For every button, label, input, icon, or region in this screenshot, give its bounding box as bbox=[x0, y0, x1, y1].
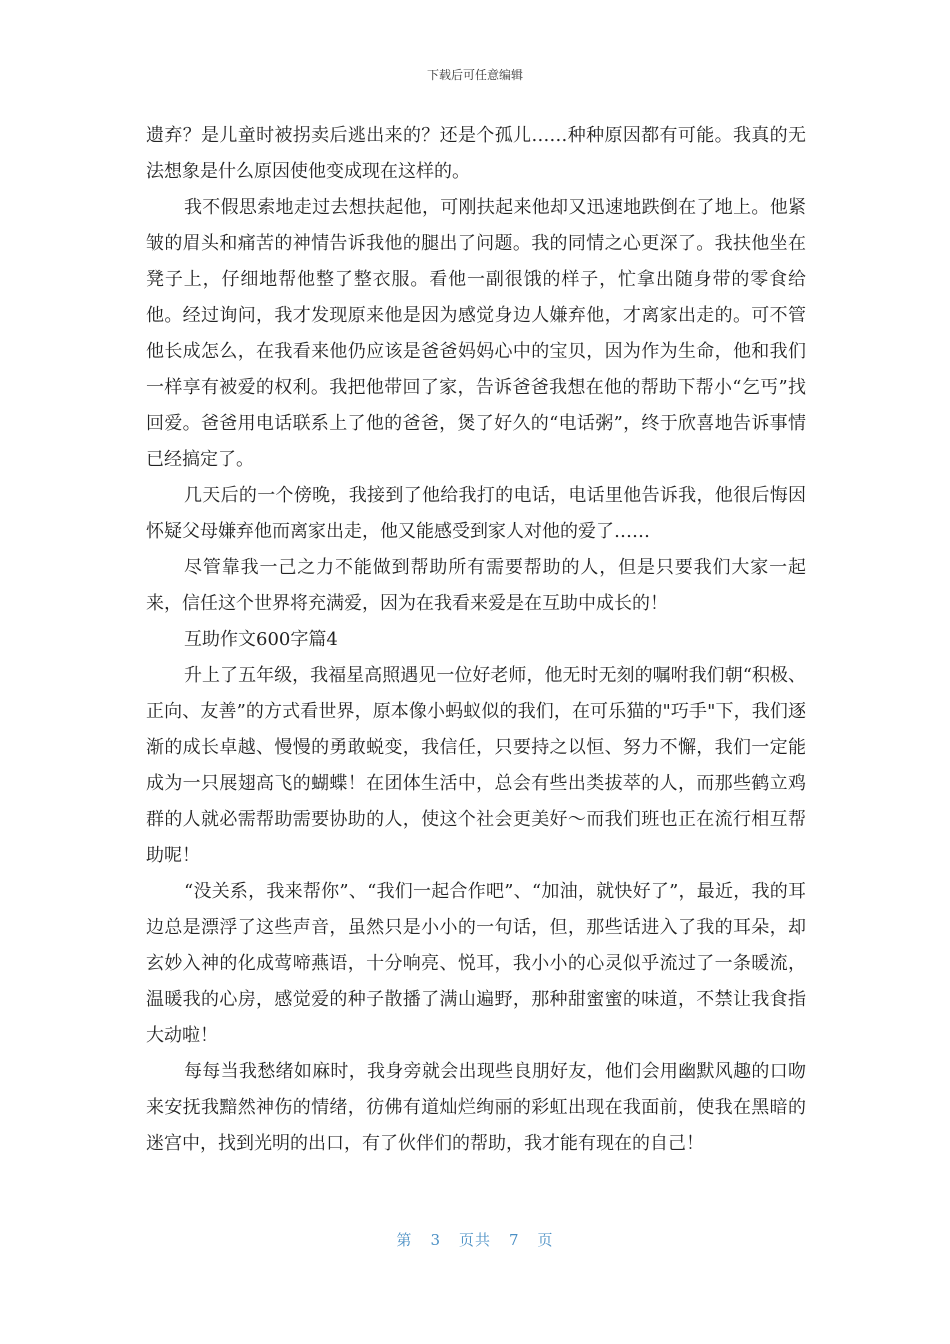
paragraph: 升上了五年级，我福星高照遇见一位好老师，他无时无刻的嘱咐我们朝“积极、正向、友善”的方式看世界，原本像小蚂蚁似的我们，在可乐猫的"巧手"下，我们逐渐的成长卓越、慢慢的勇敢蜕变，我信任，只要持之以恒、努力不懈，我们一定能成为一只展翅高飞的蝴蝶！在团体生活中，总会有些出类拔萃的人，而那些鹤立鸡群的人就必需帮助需要协助的人，使这个社会更美好～而我们班也正在流行相互帮助呢！ bbox=[146, 665, 806, 866]
paragraph: 每每当我愁绪如麻时，我身旁就会出现些良朋好友，他们会用幽默风趣的口吻来安抚我黯然神伤的情绪，彷佛有道灿烂绚丽的彩虹出现在我面前，使我在黑暗的迷宫中，找到光明的出口，有了伙伴们的帮助，我才能有现在的自己！ bbox=[146, 1061, 806, 1154]
page-number-footer bbox=[0, 1229, 950, 1250]
page-header-note: 下载后可任意编辑 bbox=[426, 68, 523, 82]
section-heading: 互助作文600字篇4 bbox=[184, 629, 338, 650]
paragraph: 尽管靠我一己之力不能做到帮助所有需要帮助的人，但是只要我们大家一起来，信任这个世界将充满爱，因为在我看来爱是在互助中成长的！ bbox=[146, 557, 806, 614]
paragraph-continued: 遗弃？是儿童时被拐卖后逃出来的？还是个孤儿……种种原因都有可能。我真的无法想象是什么原因使他变成现在这样的。 bbox=[146, 125, 806, 182]
current-page-number: 3 bbox=[430, 1231, 441, 1249]
paragraph: 我不假思索地走过去想扶起他，可刚扶起来他却又迅速地跌倒在了地上。他紧皱的眉头和痛苦的神情告诉我他的腿出了问题。我的同情之心更深了。我扶他坐在凳子上，仔细地帮他整了整衣服。看他一副很饿的样子，忙拿出随身带的零食给他。经过询问，我才发现原来他是因为感觉身边人嫌弃他，才离家出走的。可不管他长成怎么，在我看来他仍应该是爸爸妈妈心中的宝贝，因为作为生命，他和我们一样享有被爱的权利。我把他带回了家，告诉爸爸我想在他的帮助下帮小“乞丐”找回爱。爸爸用电话联系上了他的爸爸，煲了好久的“电话粥”，终于欣喜地告诉事情已经搞定了。 bbox=[146, 197, 806, 470]
footer-word: 页 bbox=[537, 1231, 554, 1249]
paragraph: 几天后的一个傍晚，我接到了他给我打的电话，电话里他告诉我，他很后悔因怀疑父母嫌弃他而离家出走，他又能感受到家人对他的爱了…… bbox=[146, 485, 806, 542]
footer-word: 页共 bbox=[458, 1231, 491, 1249]
document-body bbox=[146, 118, 806, 1162]
paragraph: “没关系，我来帮你”、“我们一起合作吧”、“加油，就快好了”，最近，我的耳边总是漂浮了这些声音，虽然只是小小的一句话，但，那些话进入了我的耳朵，却玄妙入神的化成莺啼燕语，十分响亮、悦耳，我小小的心灵似乎流过了一条暖流，温暖我的心房，感觉爱的种子散播了满山遍野，那种甜蜜蜜的味道，不禁让我食指大动啦！ bbox=[146, 881, 806, 1046]
footer-word: 第 bbox=[396, 1231, 413, 1249]
total-page-count: 7 bbox=[509, 1231, 520, 1249]
